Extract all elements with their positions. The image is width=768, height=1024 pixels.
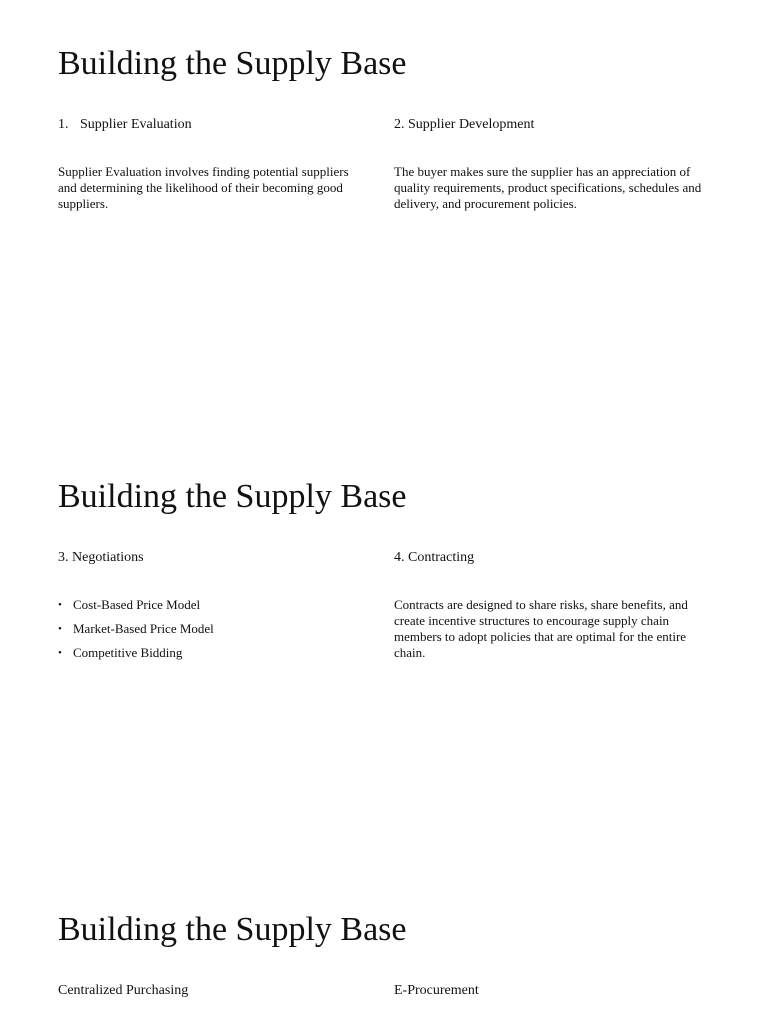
list-number: 1. — [58, 117, 69, 132]
slide-negotiations-contracting — [0, 433, 768, 866]
list-item — [58, 621, 214, 637]
list-item-text: Market-Based Price Model — [73, 621, 214, 636]
supplier-development-text: The buyer makes sure the supplier has an appreciation of quality requirements, product specifications, schedules and delivery, and procurement policies. — [394, 164, 702, 211]
heading-text: Supplier Evaluation — [80, 117, 192, 132]
slide-title: Building the Supply Base — [58, 478, 407, 515]
contracting-heading: 4. Contracting — [394, 550, 475, 565]
supplier-evaluation-text: Supplier Evaluation involves finding potential suppliers and determining the likelihood of their becoming good suppliers. — [58, 164, 349, 211]
negotiations-heading: 3. Negotiations — [58, 550, 144, 565]
slide-title: Building the Supply Base — [58, 911, 407, 948]
bullet-icon: • — [58, 647, 62, 659]
bullet-icon: • — [58, 599, 62, 611]
supplier-evaluation-heading — [58, 116, 192, 134]
contracting-text: Contracts are designed to share risks, share benefits, and create incentive structures to encourage supply chain members to adopt policies that are optimal for the entire chain. — [394, 597, 688, 660]
slide-purchasing — [0, 866, 768, 1024]
negotiation-models-list — [58, 597, 214, 669]
list-item-text: Cost-Based Price Model — [73, 597, 201, 612]
list-item — [58, 597, 214, 613]
bullet-icon: • — [58, 623, 62, 635]
slide-title: Building the Supply Base — [58, 45, 407, 82]
e-procurement-heading: E-Procurement — [394, 983, 479, 998]
centralized-purchasing-heading: Centralized Purchasing — [58, 983, 189, 998]
supplier-development-heading: 2. Supplier Development — [394, 117, 535, 132]
list-item — [58, 645, 214, 661]
slide-supplier-evaluation — [0, 0, 768, 433]
list-item-text: Competitive Bidding — [73, 645, 183, 660]
